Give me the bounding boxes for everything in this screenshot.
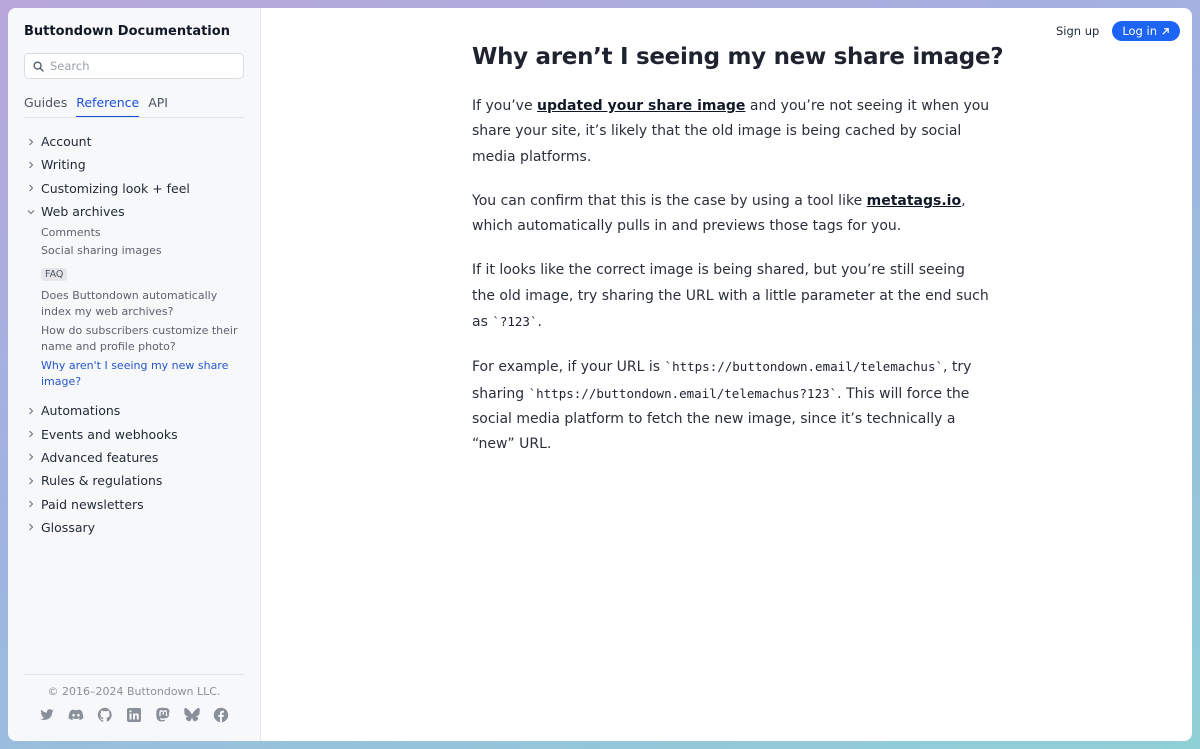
chevron-right-icon	[26, 476, 36, 486]
github-icon[interactable]	[97, 707, 113, 723]
sidebar-item-label: Rules & regulations	[41, 473, 163, 489]
sidebar-item-automations[interactable]	[24, 399, 244, 422]
main-content	[261, 8, 1192, 741]
bluesky-icon[interactable]	[184, 707, 200, 723]
sidebar-faq-customize[interactable]: How do subscribers customize their name and profile photo?	[41, 324, 238, 353]
mastodon-icon[interactable]	[155, 707, 171, 723]
paragraph-1	[472, 94, 992, 170]
topbar	[1056, 21, 1180, 41]
chevron-right-icon	[26, 429, 36, 439]
sidebar-item-label: Account	[41, 134, 92, 150]
paragraph-2	[472, 189, 992, 240]
search-box[interactable]	[24, 53, 244, 79]
sidebar-item-label: Writing	[41, 157, 86, 173]
sidebar-item-advanced-features[interactable]	[24, 446, 244, 469]
sidebar-item-label: Paid newsletters	[41, 496, 144, 512]
site-title[interactable]: Buttondown Documentation	[24, 24, 230, 39]
metatags-link[interactable]: metatags.io	[866, 192, 962, 209]
sidebar-item-label: Web archives	[41, 204, 125, 220]
sidebar-faq-index[interactable]: Does Buttondown automatically index my web archives?	[41, 289, 218, 318]
chevron-right-icon	[26, 160, 36, 170]
sidebar-nav	[24, 130, 244, 539]
article	[472, 44, 1004, 477]
twitter-icon[interactable]	[39, 707, 55, 723]
chevron-right-icon	[26, 183, 36, 193]
sidebar-item-events-webhooks[interactable]	[24, 422, 244, 445]
sidebar-item-label: Customizing look + feel	[41, 180, 190, 196]
sidebar-item-writing[interactable]	[24, 153, 244, 176]
text: .	[537, 314, 542, 331]
text: For example, if your URL is	[472, 359, 665, 376]
chevron-right-icon	[26, 452, 36, 462]
tab-reference[interactable]: Reference	[76, 95, 139, 117]
sidebar	[8, 8, 261, 741]
chevron-right-icon	[26, 499, 36, 509]
sidebar-item-label: Events and webhooks	[41, 426, 178, 442]
inline-code: `?123`	[492, 314, 538, 330]
chevron-right-icon	[26, 522, 36, 532]
text: and you’re not seeing it when you share your site, it’s likely that the old image is being cached by social media platforms.	[472, 98, 990, 165]
text: If it looks like the correct image is being shared, but you’re still seeing the old image, try sharing the URL with a little parameter at the end such as	[472, 262, 989, 331]
sidebar-footer	[24, 674, 244, 741]
sidebar-item-label: Advanced features	[41, 449, 159, 465]
inline-code: `https://buttondown.email/telemachus?123`	[528, 385, 838, 401]
sidebar-faq-share-image[interactable]: Why aren't I seeing my new share image?	[41, 359, 229, 388]
login-button[interactable]	[1112, 21, 1180, 41]
page-title: Why aren’t I seeing my new share image?	[472, 44, 1004, 70]
chevron-down-icon	[26, 207, 36, 217]
paragraph-3	[472, 258, 992, 335]
arrow-up-right-icon	[1161, 27, 1170, 36]
text: . This will force the social media platform to fetch the new image, since it’s technically a “new” URL.	[472, 385, 970, 453]
sidebar-item-label: Automations	[41, 403, 121, 419]
social-links	[24, 707, 244, 723]
tab-guides[interactable]: Guides	[24, 95, 68, 110]
login-label: Log in	[1122, 24, 1157, 38]
discord-icon[interactable]	[68, 707, 84, 723]
web-archives-children	[24, 225, 244, 389]
sidebar-item-rules-regulations[interactable]	[24, 469, 244, 492]
updated-share-image-link[interactable]: updated your share image	[537, 98, 746, 114]
sidebar-item-paid-newsletters[interactable]	[24, 492, 244, 515]
search-icon	[33, 61, 44, 72]
sidebar-subitem-comments[interactable]: Comments	[41, 226, 101, 240]
sidebar-item-account[interactable]	[24, 130, 244, 153]
signup-link[interactable]: Sign up	[1055, 24, 1100, 38]
chevron-right-icon	[26, 406, 36, 416]
facebook-icon[interactable]	[213, 707, 229, 723]
paragraph-4	[472, 354, 992, 457]
faq-badge: FAQ	[41, 268, 67, 281]
sidebar-item-glossary[interactable]	[24, 516, 244, 539]
chevron-right-icon	[26, 137, 36, 147]
sidebar-subitem-social-sharing[interactable]: Social sharing images	[41, 243, 162, 257]
sidebar-item-customizing[interactable]	[24, 177, 244, 200]
text: You can confirm that this is the case by using a tool like	[472, 192, 867, 209]
text: If you’ve	[472, 98, 538, 114]
sidebar-item-web-archives[interactable]	[24, 200, 244, 223]
section-tabs	[24, 95, 244, 118]
text: , try sharing	[472, 359, 972, 402]
search-input[interactable]	[50, 59, 230, 73]
linkedin-icon[interactable]	[126, 707, 142, 723]
text: , which automatically pulls in and previews those tags for you.	[472, 192, 966, 235]
inline-code: `https://buttondown.email/telemachus`	[664, 359, 943, 375]
browser-frame	[8, 8, 1192, 741]
sidebar-item-label: Glossary	[41, 519, 96, 535]
tab-api[interactable]: API	[148, 95, 168, 110]
copyright: © 2016–2024 Buttondown LLC.	[47, 685, 221, 698]
